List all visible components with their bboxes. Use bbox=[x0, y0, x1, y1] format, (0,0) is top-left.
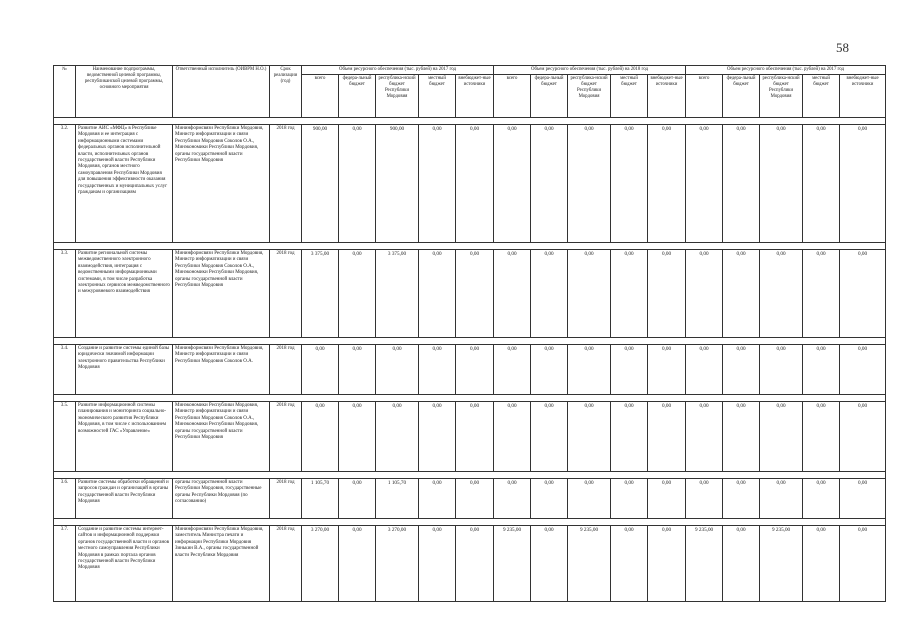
value-cell: 0,00 bbox=[611, 250, 648, 338]
table-row bbox=[54, 250, 886, 338]
value-cell: 0,00 bbox=[531, 345, 568, 395]
value-cell: 0,00 bbox=[803, 250, 840, 338]
subheader-cell: федера-льный бюджет bbox=[723, 75, 760, 118]
value-cell: 0,00 bbox=[686, 402, 723, 472]
value-cell: 0,00 bbox=[531, 250, 568, 338]
row-term: 2018 год bbox=[270, 526, 302, 602]
row-executor: Мининформсвязи Республики Мордовия, заместитель Министра печати и информации Республики Мордовия Зинькин В.А., органы государственной власти Республики Мордовия bbox=[173, 526, 270, 602]
subheader-cell: внебюджет-ные источники bbox=[456, 75, 494, 118]
row-number: 3.7. bbox=[54, 526, 76, 602]
value-cell: 0,00 bbox=[456, 345, 494, 395]
value-cell: 9 235,00 bbox=[494, 526, 531, 602]
value-cell: 0,00 bbox=[302, 345, 339, 395]
value-cell: 0,00 bbox=[648, 250, 686, 338]
row-spacer bbox=[54, 395, 886, 402]
value-cell: 0,00 bbox=[648, 125, 686, 243]
spacer-cell bbox=[54, 338, 886, 345]
value-cell: 0,00 bbox=[419, 125, 456, 243]
value-cell: 0,00 bbox=[376, 402, 419, 472]
header-executor: Ответственный исполнитель (ОИВРМ Н.О.) bbox=[173, 66, 270, 118]
value-cell: 0,00 bbox=[339, 479, 376, 519]
header-group-1: Объем ресурсного обеспечения (тыс. рублей) на 2017 год bbox=[302, 66, 494, 75]
row-number: 3.4. bbox=[54, 345, 76, 395]
spacer-cell bbox=[54, 118, 886, 125]
value-cell: 0,00 bbox=[302, 402, 339, 472]
row-term: 2018 год bbox=[270, 250, 302, 338]
value-cell: 0,00 bbox=[760, 479, 803, 519]
spacer-cell bbox=[54, 395, 886, 402]
value-cell: 0,00 bbox=[611, 526, 648, 602]
row-executor: Мининформсвязи Республики Мордовия, Министр информатизации и связи Республики Мордовия Соколов О.А., Минэкономики Республики Мордовия, органы государственной власти Республики Мордовия bbox=[173, 125, 270, 243]
header-name: Наименование подпрограммы, ведомственной целевой программы, республиканской целевой программы, основного мероприятия bbox=[76, 66, 173, 118]
row-name: Развитие региональной системы межведомственного электронного взаимодействия, интеграция с ведомственными информационными системами, в том числе разработка электронных сервисов межведомственного и межуровневого взаимодействия bbox=[76, 250, 173, 338]
value-cell: 0,00 bbox=[339, 345, 376, 395]
value-cell: 0,00 bbox=[611, 402, 648, 472]
value-cell: 0,00 bbox=[803, 345, 840, 395]
subheader-cell: республика-нский бюджет Республики Мордовия bbox=[568, 75, 611, 118]
value-cell: 0,00 bbox=[568, 250, 611, 338]
value-cell: 0,00 bbox=[803, 402, 840, 472]
spacer-cell bbox=[54, 472, 886, 479]
value-cell: 0,00 bbox=[760, 125, 803, 243]
value-cell: 1 105,70 bbox=[376, 479, 419, 519]
subheader-cell: всего bbox=[494, 75, 531, 118]
subheader-cell: местный бюджет bbox=[611, 75, 648, 118]
page-number: 58 bbox=[836, 40, 849, 55]
header-no: № bbox=[54, 66, 76, 118]
value-cell: 0,00 bbox=[840, 479, 886, 519]
value-cell: 0,00 bbox=[803, 125, 840, 243]
value-cell: 0,00 bbox=[611, 125, 648, 243]
value-cell: 0,00 bbox=[456, 402, 494, 472]
subheader-cell: внебюджет-ные источники bbox=[648, 75, 686, 118]
value-cell: 0,00 bbox=[611, 345, 648, 395]
resource-allocation-table bbox=[53, 65, 886, 602]
value-cell: 0,00 bbox=[840, 125, 886, 243]
value-cell: 3 375,00 bbox=[376, 250, 419, 338]
row-name: Создание и развитие системы интернет-сайтов и информационной поддержки органов государственной власти и органов местного самоуправления Республики Мордовия в рамках портала органов государственной власти Республики Мордовия bbox=[76, 526, 173, 602]
row-number: 3.6. bbox=[54, 479, 76, 519]
table-row bbox=[54, 526, 886, 602]
row-executor: Мининформсвязи Республики Мордовия, Министр информатизации и связи Республики Мордовия Соколов О.А. bbox=[173, 345, 270, 395]
value-cell: 0,00 bbox=[648, 345, 686, 395]
row-term: 2018 год bbox=[270, 125, 302, 243]
row-spacer bbox=[54, 338, 886, 345]
subheader-cell: местный бюджет bbox=[419, 75, 456, 118]
table-row bbox=[54, 479, 886, 519]
row-term: 2018 год bbox=[270, 479, 302, 519]
value-cell: 0,00 bbox=[568, 345, 611, 395]
value-cell: 0,00 bbox=[419, 402, 456, 472]
value-cell: 3 375,00 bbox=[302, 250, 339, 338]
value-cell: 0,00 bbox=[456, 479, 494, 519]
row-executor: органы государственной власти Республики Мордовия, государственные органы Республики Мордовия (по согласованию) bbox=[173, 479, 270, 519]
value-cell: 9 235,00 bbox=[760, 526, 803, 602]
value-cell: 0,00 bbox=[456, 250, 494, 338]
value-cell: 0,00 bbox=[686, 479, 723, 519]
row-term: 2018 год bbox=[270, 345, 302, 395]
value-cell: 0,00 bbox=[456, 526, 494, 602]
value-cell: 0,00 bbox=[419, 526, 456, 602]
value-cell: 0,00 bbox=[419, 479, 456, 519]
value-cell: 0,00 bbox=[376, 345, 419, 395]
value-cell: 900,00 bbox=[376, 125, 419, 243]
subheader-cell: всего bbox=[686, 75, 723, 118]
table-row bbox=[54, 402, 886, 472]
value-cell: 0,00 bbox=[803, 479, 840, 519]
header-term: Срок реализации (год) bbox=[270, 66, 302, 118]
value-cell: 0,00 bbox=[531, 526, 568, 602]
row-name: Создание и развитие системы единой базы юридически значимой информации электронного правительства Республики Мордовия bbox=[76, 345, 173, 395]
value-cell: 0,00 bbox=[611, 479, 648, 519]
row-number: 3.5. bbox=[54, 402, 76, 472]
value-cell: 0,00 bbox=[494, 402, 531, 472]
table-row bbox=[54, 125, 886, 243]
value-cell: 0,00 bbox=[494, 345, 531, 395]
value-cell: 9 235,00 bbox=[568, 526, 611, 602]
value-cell: 1 105,70 bbox=[302, 479, 339, 519]
row-name: Развитие системы обработки обращений и запросов граждан и организаций в органы государственной власти Республики Мордовия bbox=[76, 479, 173, 519]
row-number: 3.3. bbox=[54, 250, 76, 338]
value-cell: 3 270,00 bbox=[302, 526, 339, 602]
value-cell: 0,00 bbox=[339, 125, 376, 243]
spacer-cell bbox=[54, 243, 886, 250]
row-name: Развитие информационной системы планирования и мониторинга социально-экономического развития Республики Мордовия, в том числе с использованием возможностей ГАС «Управление» bbox=[76, 402, 173, 472]
row-spacer bbox=[54, 243, 886, 250]
subheader-cell: республика-нский бюджет Республики Мордовия bbox=[376, 75, 419, 118]
value-cell: 0,00 bbox=[494, 250, 531, 338]
table-header bbox=[54, 66, 886, 118]
row-executor: Минэкономики Республики Мордовия, Министр информатизации и связи Республики Мордовия Соколов О.А., Минэкономики Республики Мордовия, органы государственной власти Республики Мордовия bbox=[173, 402, 270, 472]
value-cell: 0,00 bbox=[760, 345, 803, 395]
value-cell: 0,00 bbox=[568, 402, 611, 472]
value-cell: 0,00 bbox=[723, 526, 760, 602]
value-cell: 0,00 bbox=[760, 402, 803, 472]
value-cell: 0,00 bbox=[568, 125, 611, 243]
value-cell: 0,00 bbox=[840, 402, 886, 472]
value-cell: 0,00 bbox=[339, 402, 376, 472]
row-executor: Мининформсвязи Республики Мордовия, Министр информатизации и связи Республики Мордовия Соколов О.А., Минэкономики Республики Мордовия, органы государственной власти Республики Мордовия bbox=[173, 250, 270, 338]
value-cell: 0,00 bbox=[840, 345, 886, 395]
row-number: 3.2. bbox=[54, 125, 76, 243]
value-cell: 900,00 bbox=[302, 125, 339, 243]
value-cell: 0,00 bbox=[723, 250, 760, 338]
value-cell: 0,00 bbox=[723, 345, 760, 395]
subheader-cell: республика-нский бюджет Республики Мордовия bbox=[760, 75, 803, 118]
value-cell: 0,00 bbox=[531, 402, 568, 472]
subheader-cell: местный бюджет bbox=[803, 75, 840, 118]
value-cell: 0,00 bbox=[648, 479, 686, 519]
value-cell: 0,00 bbox=[648, 402, 686, 472]
row-name: Развитие АИС «МФЦ» в Республике Мордовия и ее интеграция с информационными системами федеральных органов исполнительной власти, исполнительных органов государственной власти Республики Мордовия, органов местного самоуправления Республики Мордовия для повышения эффективности оказания государственных и муниципальных услуг гражданам и организациям bbox=[76, 125, 173, 243]
value-cell: 0,00 bbox=[760, 250, 803, 338]
row-spacer bbox=[54, 472, 886, 479]
value-cell: 3 270,00 bbox=[376, 526, 419, 602]
value-cell: 0,00 bbox=[456, 125, 494, 243]
value-cell: 0,00 bbox=[494, 125, 531, 243]
row-term: 2018 год bbox=[270, 402, 302, 472]
value-cell: 9 235,00 bbox=[686, 526, 723, 602]
value-cell: 0,00 bbox=[339, 250, 376, 338]
subheader-cell: внебюджет-ные источники bbox=[840, 75, 886, 118]
value-cell: 0,00 bbox=[840, 250, 886, 338]
value-cell: 0,00 bbox=[531, 479, 568, 519]
value-cell: 0,00 bbox=[568, 479, 611, 519]
header-group-2: Объем ресурсного обеспечения (тыс. рублей) на 2018 год bbox=[494, 66, 686, 75]
subheader-cell: федера-льный бюджет bbox=[531, 75, 568, 118]
subheader-cell: всего bbox=[302, 75, 339, 118]
value-cell: 0,00 bbox=[723, 402, 760, 472]
header-group-3: Объем ресурсного обеспечения (тыс. рублей) на 2017 год bbox=[686, 66, 886, 75]
value-cell: 0,00 bbox=[686, 125, 723, 243]
table-row bbox=[54, 345, 886, 395]
value-cell: 0,00 bbox=[803, 526, 840, 602]
value-cell: 0,00 bbox=[723, 125, 760, 243]
row-spacer bbox=[54, 118, 886, 125]
value-cell: 0,00 bbox=[494, 479, 531, 519]
value-cell: 0,00 bbox=[686, 250, 723, 338]
value-cell: 0,00 bbox=[339, 526, 376, 602]
value-cell: 0,00 bbox=[419, 345, 456, 395]
table-body bbox=[54, 118, 886, 602]
value-cell: 0,00 bbox=[686, 345, 723, 395]
value-cell: 0,00 bbox=[419, 250, 456, 338]
value-cell: 0,00 bbox=[723, 479, 760, 519]
value-cell: 0,00 bbox=[840, 526, 886, 602]
row-spacer bbox=[54, 519, 886, 526]
spacer-cell bbox=[54, 519, 886, 526]
subheader-cell: федера-льный бюджет bbox=[339, 75, 376, 118]
value-cell: 0,00 bbox=[648, 526, 686, 602]
value-cell: 0,00 bbox=[531, 125, 568, 243]
